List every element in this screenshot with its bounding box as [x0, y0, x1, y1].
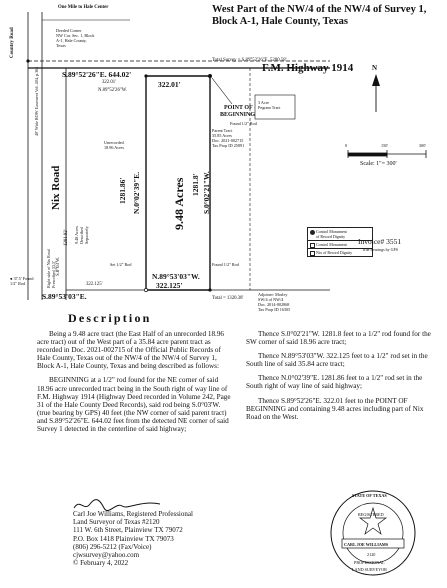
nix-record-icon [310, 251, 315, 256]
plat-title: West Part of the NW/4 of the NW/4 of Survey 1, Block A-1, Hale County, Texas [212, 4, 427, 27]
seal-bottom: PROFESSIONAL [354, 560, 385, 565]
nix-road-label: Nix Road [50, 165, 62, 210]
nw-marker-icon [144, 74, 147, 77]
description-paragraph: Thence S.0°02'21"W. 1281.8 feet to a 1/2" rod found for the SW corner of said 18.96 acre tract; [246, 330, 431, 347]
sw-rod-label: Set 1/2" Rod [110, 262, 132, 267]
surveyor-line: Carl Joe Williams, Registered Professional [73, 510, 193, 518]
south-inner-distance: 322.125' [156, 281, 183, 290]
pob-rod-label: Found 1/2" Rod [230, 121, 257, 126]
scale-tick-150: 150' [381, 143, 389, 148]
south-left-distance: 322.125' [86, 282, 103, 287]
pob-line2: BEGINNING [220, 112, 256, 118]
south-bearing: S.89°53'03"E. [42, 292, 87, 301]
legend-label: Nix of Record Dignity [316, 250, 353, 255]
row-easement-label: 40' Wide ROW Easement Vol. 404, p.361 [34, 66, 39, 136]
seal-name: CARL JOE WILLIAMS [344, 542, 389, 547]
acreage-label: 9.48 Acres [172, 177, 186, 230]
pegram-label: 3 Acre Pegram Tract [258, 100, 281, 110]
scale-bar [348, 150, 426, 158]
surveyor-line: cjwsurvey@yahoo.com [73, 551, 140, 560]
unrecorded-acres-label: Unrecorded 18.96 Acres [104, 140, 125, 150]
description-col1 [37, 330, 233, 439]
parent-tract-label: Parent Tract 35.85 Acres Doc. 2021-002715 Tax Prop ID 25891 [212, 128, 245, 148]
east-line-bearing: S.0°02'21"W. [202, 171, 211, 214]
legend-label: Control Monument of Record Dignity [316, 229, 347, 239]
west-line-bearing: N.0°02'39"E. [132, 171, 141, 214]
pob-line1: POINT OF [224, 105, 253, 111]
description-heading: Description [68, 311, 152, 325]
description-paragraph: Thence N.89°53'03"W. 322.125 feet to a 1/2" rod set in the South line of said 35.84 acre tract; [246, 352, 428, 369]
description-paragraph: Being a 9.48 acre tract (the East Half of an unrecorded 18.96 acre tract) out of the West part of a 35.84 acre parent tract as recorded in Doc. 2021-002715 of the Official Public Records of Hale County, Texas out of the NW/4 of the NW/4 of Survey 1, Block A-1, Hale County, Texas and being described as follows: [37, 330, 225, 371]
pob-marker-icon [208, 74, 212, 78]
adjoiner-label: Adjoiner: Morley SW/4 of NW/4 Doc. 2014-002868 Tax Prop ID 16305 [258, 292, 291, 312]
south-total: Total = 1320.38' [212, 296, 244, 301]
west-road-distance: 1281.92' [64, 229, 69, 246]
west-line-distance: 1281.86' [118, 177, 127, 204]
invoice-number: Invoice# 3551 [358, 237, 402, 246]
pob-leader [212, 78, 232, 104]
north-bearing-label: S.89°52'26"E. 644.02' [62, 70, 132, 79]
one-mile-label: One Mile to Hale Center [58, 5, 109, 10]
invoice-sub: True Bearings by GPS [362, 247, 398, 252]
south-inner-bearing: N.89°53'03"W. [152, 272, 200, 281]
seal-bottom2: LAND SURVEYOR [352, 567, 387, 572]
description-col2 [246, 330, 438, 427]
surveyor-line: Land Surveyor of Texas #2120 [73, 518, 160, 527]
highway-label: F.M. Highway 1914 [262, 62, 354, 74]
west-road-bearing: S.0°03'W. [56, 256, 61, 276]
seal-top: STATE OF TEXAS [352, 493, 387, 498]
described-separately-label: 9.48 Acres Described Separately [74, 226, 89, 244]
east-line-distance: 1281.8' [191, 173, 200, 196]
county-road-label: Country Road [10, 27, 15, 58]
description-paragraph: Thence N.0°02'39"E. 1281.86 feet to a 1/2" rod set in the South right of way line of said highway; [246, 374, 423, 391]
seal-registered: REGISTERED [358, 512, 384, 517]
se-rod-label: Found 1/2" Rod [212, 262, 239, 267]
surveyor-block [73, 510, 223, 567]
north-distance-left: 322.01' [102, 80, 117, 85]
surveyor-line: P.O. Box 1418 Plainview TX 79073 [73, 534, 174, 543]
sw-found-rod-label: ● 37.5' Found 1/2" Rod [10, 276, 34, 286]
deeded-corner-marker-icon [26, 59, 29, 62]
scale-tick-300: 300' [419, 143, 427, 148]
seal-number: 2120 [367, 552, 376, 557]
surveyor-line: (806) 296-5212 (Fax/Voice) [73, 542, 152, 551]
north-distance-tract: 322.01' [158, 80, 181, 89]
west-bearing-top: N.89°52'26"W. [98, 88, 128, 93]
north-arrow-icon [372, 74, 380, 86]
monument-record-icon [310, 230, 315, 235]
se-marker-icon [208, 288, 211, 291]
surveyor-line: © February 4, 2022 [73, 559, 129, 568]
scale-text: Scale: 1"= 300' [360, 161, 397, 167]
total-survey-label: Total Survey = S.89°52'26"E. 5280.58' [212, 58, 287, 63]
north-letter: N [372, 64, 378, 72]
description-paragraph: BEGINNING at a 1/2" rod found for the NE corner of said 18.96 acre unrecorded tract being in the South right of way line of F.M. Highway 1914 (Highway Deed recorded in Volume 242, Page 31 of the Hale County Deed Records), said rod being S.0°03'W. (true bearing by GPS) 40 feet (the NW corner of said parent tract) and S.89°52'26"E. 644.02 feet from the detected NE corner of said Survey 1 detected in the centerline of said highway; [37, 376, 231, 434]
legend-label: Control Monument [316, 242, 347, 247]
deeded-corner-label: Deeded Corner NW Cor. Sec. 1, Block A-1, Hale County, Texas [56, 28, 95, 48]
description-paragraph: Thence S.89°52'26"E. 322.01 feet to the POINT OF BEGINNING and containing 9.48 acres including part of Nix Road on the West. [246, 396, 424, 421]
sw-marker-icon [144, 288, 147, 291]
scale-tick-0: 0 [345, 143, 348, 148]
row-side-label: Right side of Nix Road Prescribed 33.5' [46, 249, 56, 288]
surveyor-line: 111 W. 6th Street, Plainview TX 79072 [73, 526, 183, 535]
